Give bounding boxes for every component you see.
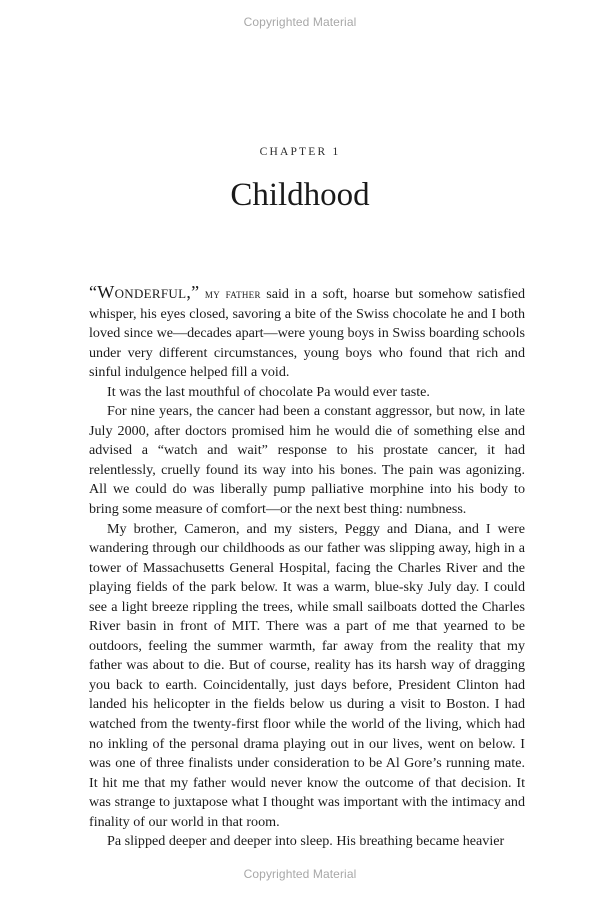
paragraph-5: Pa slipped deeper and deeper into sleep. His breathing became heavier <box>107 833 505 850</box>
chapter-body <box>89 283 525 852</box>
copyright-watermark-bottom: Copyrighted Material <box>243 867 357 881</box>
opening-quote: “Wonderful,” <box>89 282 200 302</box>
chapter-title: Childhood <box>230 177 370 213</box>
paragraph-1-text: said in a soft, hoarse but somehow satisfied whisper, his eyes closed, savoring a bite of the Swiss chocolate he and I both loved since we—decades apart—were young boys in Swiss boarding schools under very different circumstances, young boys who found that rich and sinful indulgence helped fill a void. <box>89 286 525 381</box>
opening-smallcaps: my father <box>204 286 261 301</box>
paragraph-3: For nine years, the cancer had been a constant aggressor, but now, in late July 2000, after doctors promised him he would die of something else and advised a “watch and wait” response to his prostate cancer, it had relentlessly, cruelly found its way into his bones. The pain was agonizing. All we could do was liberally pump palliative morphine into his body to bring some measure of comfort—or the next best thing: numbness. <box>89 403 525 518</box>
paragraph-2: It was the last mouthful of chocolate Pa would ever taste. <box>107 383 430 400</box>
paragraph-1 <box>89 283 525 383</box>
copyright-watermark-top: Copyrighted Material <box>243 15 357 29</box>
paragraph-4: My brother, Cameron, and my sisters, Peggy and Diana, and I were wandering through our childhoods as our father was slipping away, high in a tower of Massachusetts General Hospital, facing the Charles River and the playing fields of the park below. It was a warm, blue-sky July day. I could see a light breeze rippling the trees, while small sailboats dotted the Charles River basin in front of MIT. There was a part of me that yearned to be outdoors, feeling the summer warmth, far away from the reality that my father was about to die. But of course, reality has its harsh way of dragging you back to earth. Coincidentally, just days before, President Clinton had landed his helicopter in the fields below us during a visit to Boston. I had watched from the twenty-first floor while the world of the living, which had no inkling of the personal drama playing out in our lives, went on below. I was one of three finalists under consideration to be Al Gore’s running mate. It hit me that my father would never know the outcome of that decision. It was strange to juxtapose what I thought was important with the intimacy and finality of our world in that room. <box>89 520 525 830</box>
chapter-label: CHAPTER 1 <box>259 146 341 158</box>
